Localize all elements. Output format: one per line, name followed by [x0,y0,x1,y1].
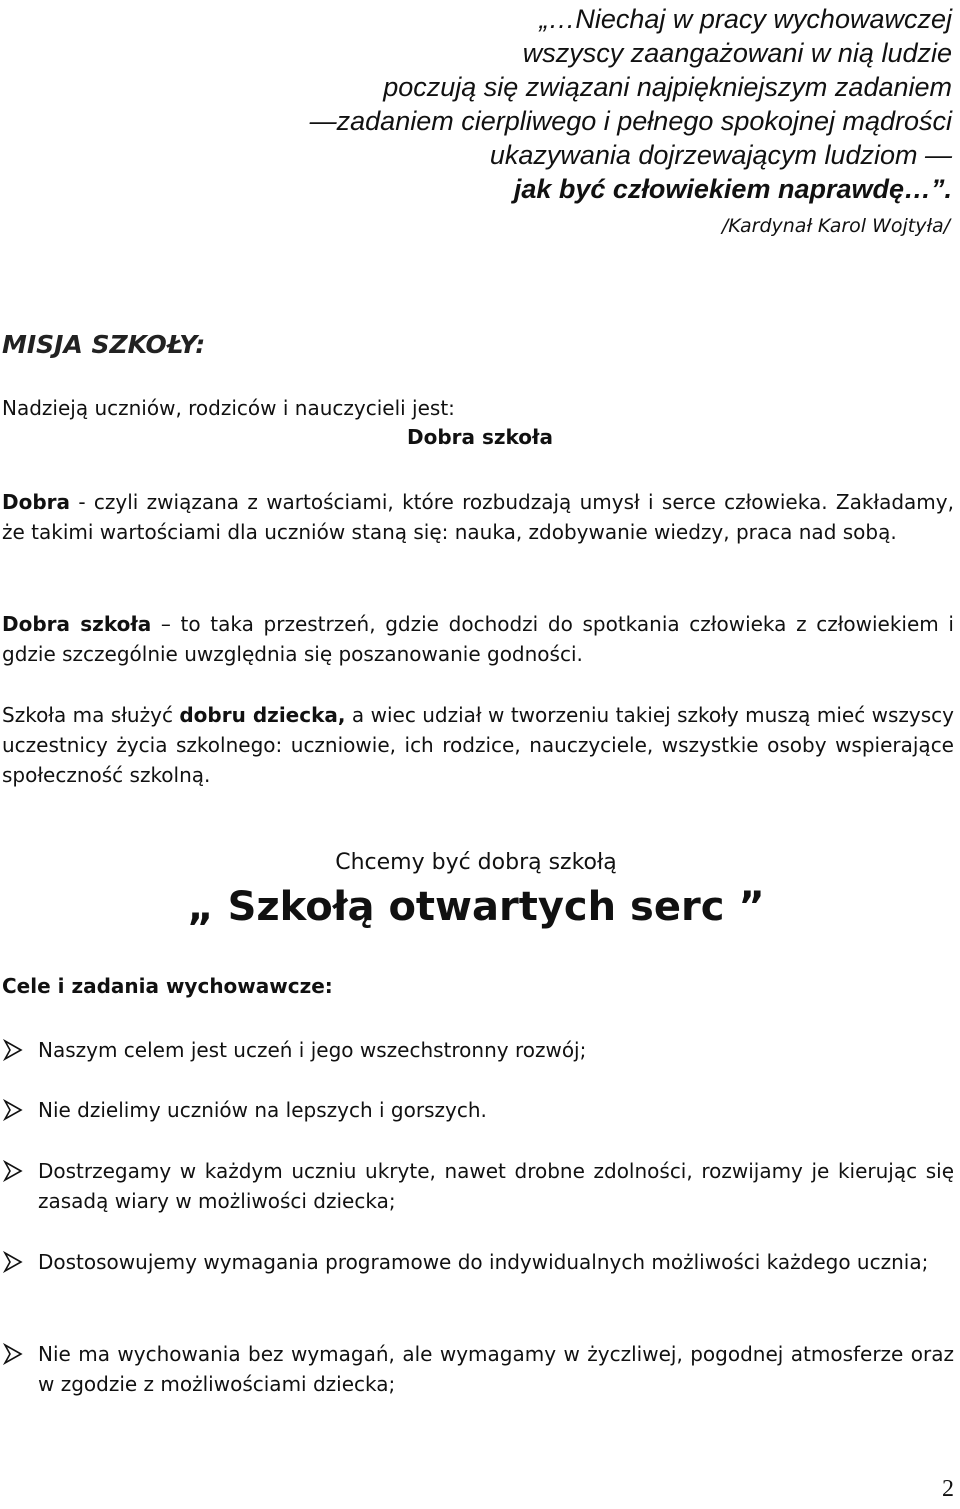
goal-item [2,1156,954,1216]
motto-title: „ Szkołą otwartych serc ” [187,884,765,930]
arrow-bullet-icon [2,1251,24,1273]
paragraph-1-text: - czyli związana z wartościami, które rozbudzają umysł i serce człowieka. Zakładamy, że takimi wartościami dla uczniów staną się: nauka, zdobywanie wiedzy, praca nad sobą. [2,490,954,544]
good-school-label: Dobra szkoła [407,425,553,449]
mission-paragraph-2 [2,609,954,669]
goal-item-text: Nie ma wychowania bez wymagań, ale wymagamy w życzliwej, pogodnej atmosferze oraz w zgodzie z możliwościami dziecka; [38,1342,954,1396]
paragraph-1-bold: Dobra [2,490,71,514]
page-number: 2 [942,1476,954,1502]
goal-item-text: Naszym celem jest uczeń i jego wszechstronny rozwój; [38,1038,587,1062]
quote-line-emphasis: jak być człowiekiem naprawdę…”. [513,174,952,204]
arrow-bullet-icon [2,1039,24,1061]
epigraph-quote [52,2,952,246]
quote-line: —zadaniem cierpliwego i pełnego spokojnej mądrości [309,106,952,136]
arrow-bullet-icon [2,1343,24,1365]
quote-line: ukazywania dojrzewającym ludziom — [489,140,952,170]
mission-paragraph-3 [2,700,954,790]
paragraph-2-bold: Dobra szkoła [2,612,152,636]
arrow-bullet-icon [2,1099,24,1121]
paragraph-3-bold: dobru dziecka, [179,703,346,727]
quote-line: poczują się związani najpiękniejszym zadaniem [383,72,952,102]
goal-item [2,1095,954,1125]
goal-item [2,1247,954,1277]
motto-subtitle: Chcemy być dobrą szkołą [335,850,617,875]
goal-item-text: Nie dzielimy uczniów na lepszych i gorszych. [38,1098,487,1122]
paragraph-3-post: a wiec udział w tworzeniu takiej szkoły muszą mieć wszyscy uczestnicy życia szkolnego: uczniowie, ich rodzice, nauczyciele, wszystkie osoby wspierające społeczność szkolną. [2,703,954,787]
goal-item [2,1339,954,1399]
arrow-bullet-icon [2,1160,24,1182]
paragraph-3-pre: Szkoła ma służyć [2,703,180,727]
mission-heading: MISJA SZKOŁY: [2,330,206,359]
goal-item-text: Dostrzegamy w każdym uczniu ukryte, nawet drobne zdolności, rozwijamy je kierując się zasadą wiary w możliwości dziecka; [38,1159,954,1213]
mission-paragraph-1 [2,487,954,547]
quote-line: wszyscy zaangażowani w nią ludzie [522,38,952,68]
quote-line: „…Niechaj w pracy wychowawczej [539,4,952,34]
goal-item-text: Dostosowujemy wymagania programowe do indywidualnych możliwości każdego ucznia; [38,1250,929,1274]
goal-item [2,1035,954,1065]
quote-author: /Kardynał Karol Wojtyła/ [721,215,950,237]
mission-intro: Nadzieją uczniów, rodziców i nauczycieli jest: [2,396,455,420]
paragraph-2-text: – to taka przestrzeń, gdzie dochodzi do spotkania człowieka z człowiekiem i gdzie szczególnie uwzględnia się poszanowanie godności. [2,612,954,666]
goals-heading: Cele i zadania wychowawcze: [2,974,333,998]
